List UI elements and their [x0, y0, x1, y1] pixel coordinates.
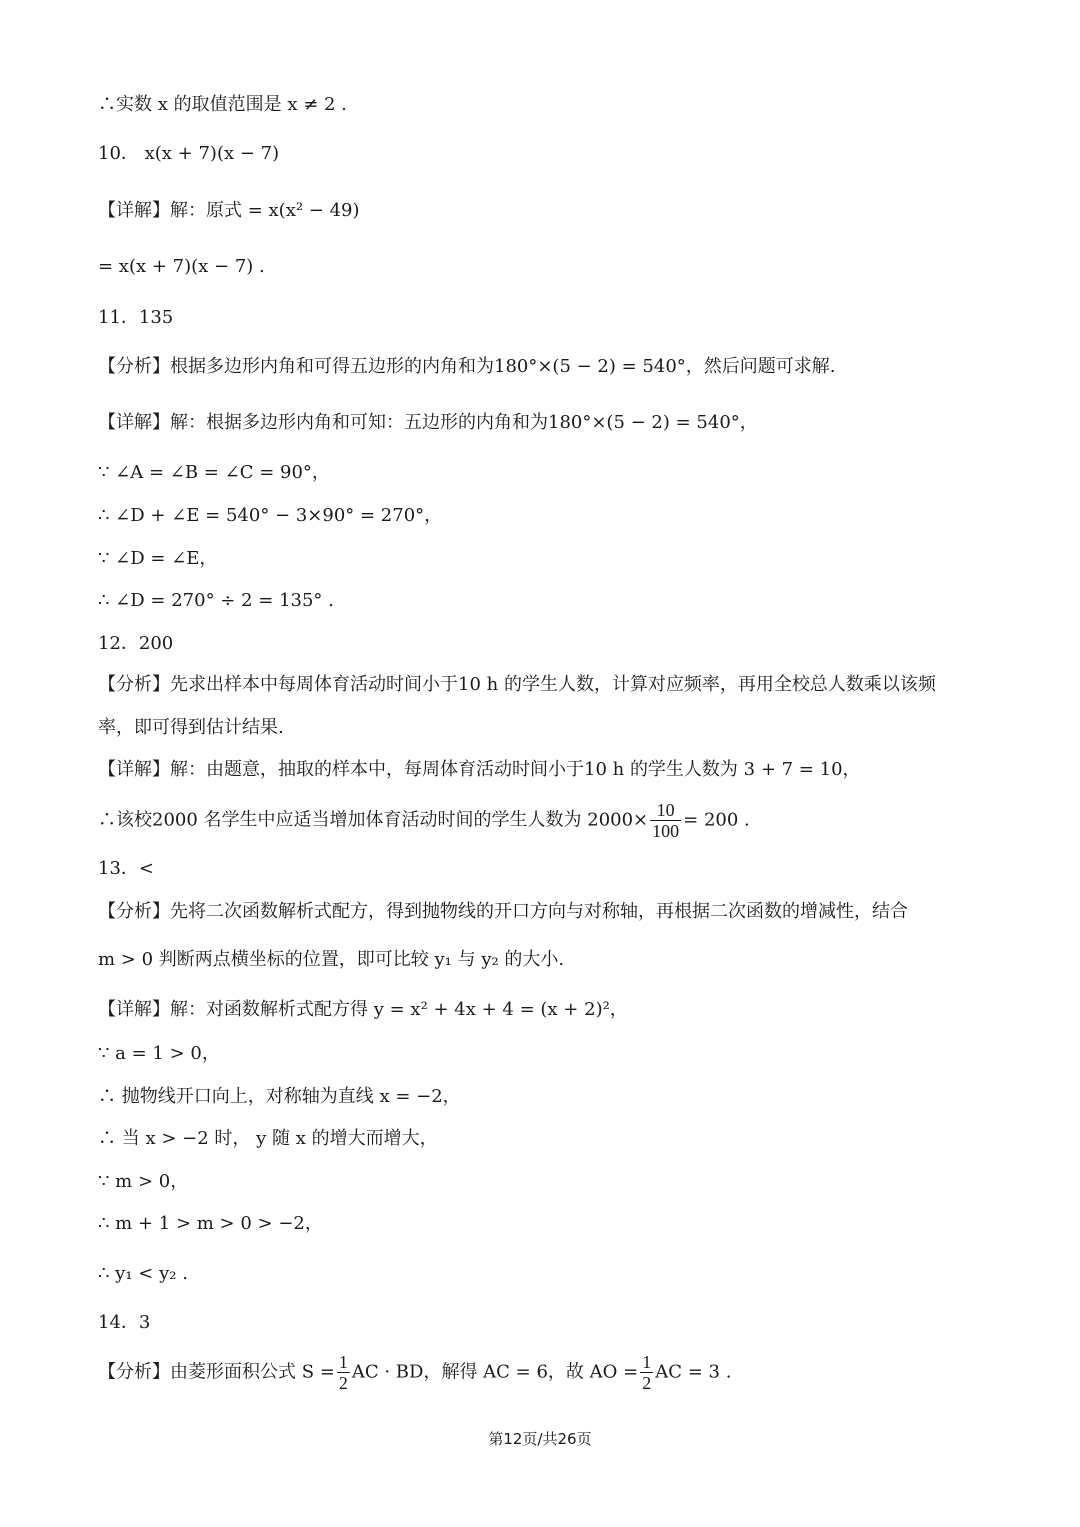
- solution-line: ∴ y₁ < y₂ .: [98, 1263, 188, 1284]
- analysis-line: 【分析】先将二次函数解析式配方，得到抛物线的开口方向与对称轴，再根据二次函数的增减性，结合: [98, 901, 908, 922]
- fraction-numerator: 1: [642, 1352, 652, 1372]
- answer-line: 14．3: [98, 1312, 151, 1333]
- solution-line: ∴ 抛物线开口向上，对称轴为直线 x = −2，: [98, 1086, 461, 1107]
- text-segment: = 200 .: [683, 809, 750, 831]
- solution-line: ∴ ∠D = 270° ÷ 2 = 135° .: [98, 590, 334, 611]
- solution-line: ∴ m + 1 > m > 0 > −2，: [98, 1213, 323, 1234]
- solution-line: 【详解】解：由题意，抽取的样本中，每周体育活动时间小于10 h 的学生人数为 3 + 7 = 10，: [98, 759, 861, 780]
- text-segment: ∴该校2000 名学生中应适当增加体育活动时间的学生人数为 2000×: [98, 809, 649, 831]
- analysis-line: 【分析】先求出样本中每周体育活动时间小于10 h 的学生人数，计算对应频率，再用全校总人数乘以该频: [98, 674, 936, 695]
- answer-line: 13．<: [98, 858, 154, 879]
- fraction: [640, 1352, 653, 1393]
- solution-line: ∵ a = 1 > 0，: [98, 1043, 220, 1064]
- solution-line: ∵ m > 0，: [98, 1171, 189, 1192]
- analysis-line: 率，即可得到估计结果.: [98, 717, 284, 738]
- fraction-denominator: 2: [338, 1373, 348, 1393]
- fraction-numerator: 1: [338, 1352, 348, 1372]
- solution-line: 【详解】解：对函数解析式配方得 y = x² + 4x + 4 = (x + 2)²，: [98, 999, 628, 1020]
- text-segment: 【分析】由菱形面积公式 S =: [98, 1361, 335, 1383]
- page-number-footer: 第12页/共26页: [488, 1430, 592, 1448]
- text-segment: AC · BD，解得 AC = 6，故 AO =: [351, 1361, 639, 1383]
- analysis-line: 【分析】根据多边形内角和可得五边形的内角和为180°×(5 − 2) = 540°，然后问题可求解.: [98, 356, 836, 377]
- solution-line: ∵ ∠A = ∠B = ∠C = 90°，: [98, 462, 330, 483]
- solution-line: ∴ ∠D + ∠E = 540° − 3×90° = 270°，: [98, 505, 443, 526]
- solution-line: = x(x + 7)(x − 7) .: [98, 256, 265, 277]
- solution-line: ∴实数 x 的取值范围是 x ≠ 2 .: [98, 94, 347, 115]
- answer-line: 11．135: [98, 307, 174, 328]
- answer-line: 10． x(x + 7)(x − 7): [98, 143, 280, 164]
- solution-line: ∴ 当 x > −2 时， y 随 x 的增大而增大，: [98, 1128, 438, 1149]
- fraction-numerator: 10: [650, 800, 681, 821]
- fraction-denominator: 100: [652, 821, 680, 841]
- solution-line: ∵ ∠D = ∠E，: [98, 548, 218, 569]
- analysis-line: m > 0 判断两点横坐标的位置，即可比较 y₁ 与 y₂ 的大小.: [98, 949, 565, 970]
- solution-line: 【详解】解：根据多边形内角和可知：五边形的内角和为180°×(5 − 2) = 540°，: [98, 412, 758, 433]
- fraction: [650, 800, 681, 841]
- text-segment: AC = 3 .: [655, 1361, 732, 1383]
- answer-line: 12．200: [98, 633, 174, 654]
- solution-line: [98, 800, 750, 841]
- fraction-denominator: 2: [642, 1373, 652, 1393]
- fraction: [337, 1352, 350, 1393]
- solution-line: 【详解】解：原式 = x(x² − 49): [98, 200, 360, 221]
- analysis-line: [98, 1352, 731, 1393]
